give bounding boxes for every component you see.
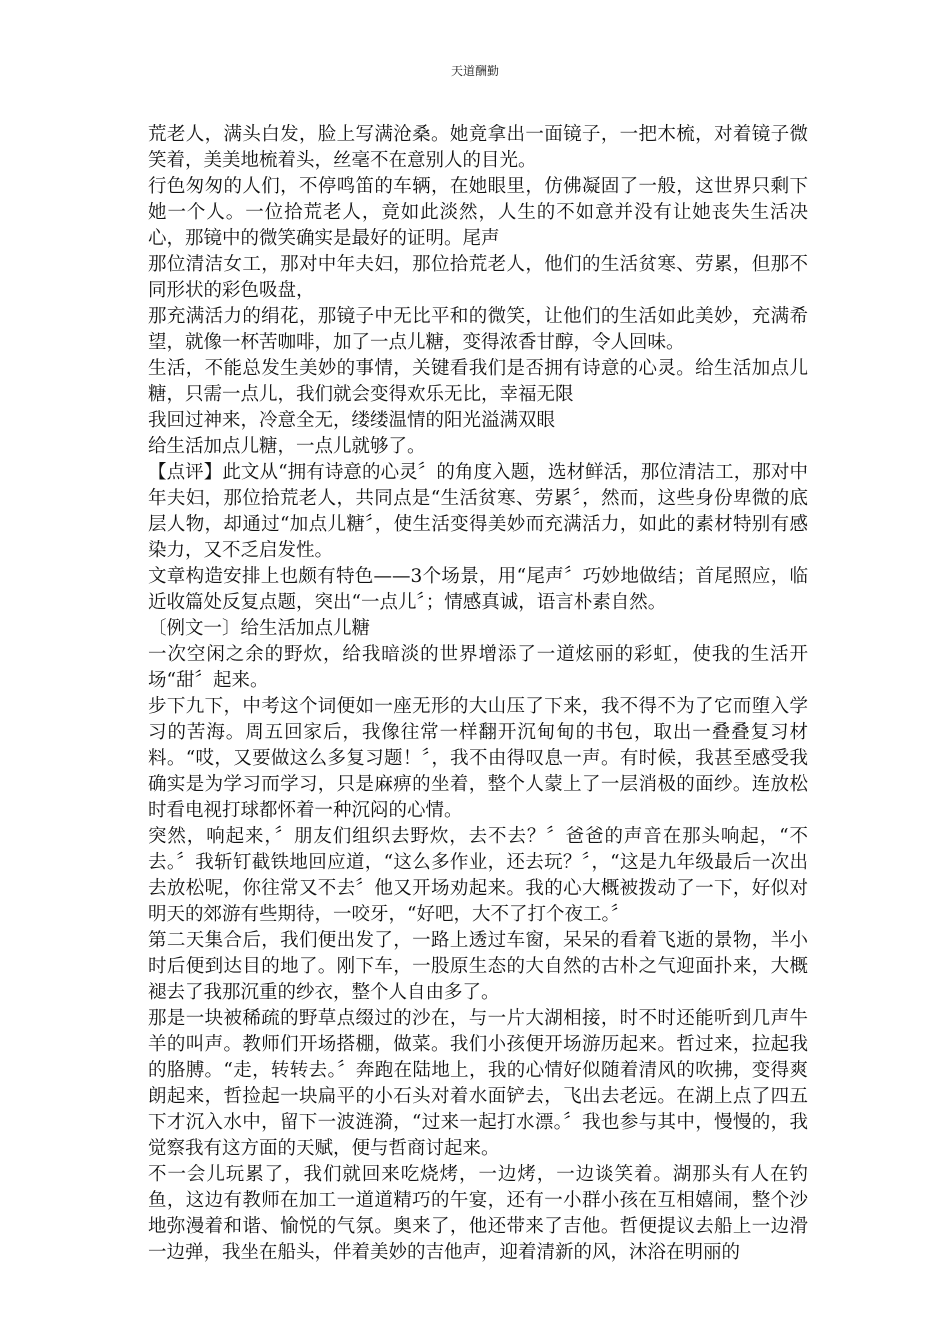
commentary-paragraph: 文章构造安排上也颇有特色——3个场景，用“尾声〞巧妙地做结；首尾照应，临近收篇处反复点题，突出“一点儿〞；情感真诚，语言朴素自然。 [148, 566, 808, 613]
paragraph: 给生活加点儿糖，一点儿就够了。 [148, 436, 426, 457]
paragraph: 那是一块被稀疏的野草点缀过的沙在，与一片大湖相接，时不时还能听到几声牛羊的叫声。教师们开场搭棚，做菜。我们小孩便开场游历起来。哲过来，拉起我的胳膊。“走，转转去。〞奔跑在陆地上，我的心情好似随着清风的吹拂，变得爽朗起来，哲捡起一块扁平的小石头对着水面铲去，飞出去老远。在湖上点了四五下才沉入水中，留下一波涟漪，“过来一起打水漂。〞我也参与其中，慢慢的，我觉察我有这方面的天赋，便与哲商讨起来。 [148, 1008, 808, 1159]
paragraph: 突然，响起来，〞朋友们组织去野炊，去不去？〞爸爸的声音在那头响起，“不去。〞我斩钉截铁地回应道，“这么多作业，还去玩？〞，“这是九年级最后一次出去放松呢，你往常又不去〞他又开场劝起来。我的心大概被拨动了一下，好似对明天的郊游有些期待，一咬牙，“好吧，大不了打个夜工。〞 [148, 826, 808, 925]
paragraph: 我回过神来，冷意全无，缕缕温情的阳光溢满双眼 [148, 410, 556, 431]
page-header: 天道酬勤 [450, 64, 499, 78]
paragraph: 那充满活力的绢花，那镜子中无比平和的微笑，让他们的生活如此美妙，充满希望，就像一杯苦咖啡，加了一点儿糖，变得浓香甘醇，令人回味。 [148, 306, 808, 353]
paragraph: 不一会儿玩累了，我们就回来吃烧烤，一边烤，一边谈笑着。湖那头有人在钓鱼，这边有教师在加工一道道精巧的午宴，还有一小群小孩在互相嬉闹，整个沙地弥漫着和谐、愉悦的气氛。奥来了，他还带来了吉他。哲便提议去船上一边滑一边弹，我坐在船头，伴着美妙的吉他声，迎着清新的风，沐浴在明丽的 [148, 1164, 808, 1263]
paragraph: 行色匆匆的人们，不停鸣笛的车辆，在她眼里，仿佛凝固了一般，这世界只剩下她一个人。一位拾荒老人，竟如此淡然，人生的不如意并没有让她丧失生活决心，那镜中的微笑确实是最好的证明。尾声 [148, 176, 808, 249]
paragraph: 第二天集合后，我们便出发了，一路上透过车窗，呆呆的看着飞逝的景物，半小时后便到达目的地了。刚下车，一股原生态的大自然的古朴之气迎面扑来，大概褪去了我那沉重的纱衣，整个人自由多了。 [148, 930, 808, 1003]
commentary-paragraph: 【点评】此文从“拥有诗意的心灵〞的角度入题，选材鲜活，那位清洁工，那对中年夫妇，那位拾荒老人，共同点是“生活贫寒、劳累〞，然而，这些身份卑微的底层人物，却通过“加点儿糖〞，使生活变得美妙而充满活力，如此的素材特别有感染力，又不乏启发性。 [148, 462, 808, 561]
paragraph: 步下九下，中考这个词便如一座无形的大山压了下来，我不得不为了它而堕入学习的苦海。周五回家后，我像往常一样翻开沉甸甸的书包，取出一叠叠复习材料。“哎，又要做这么多复习题！〞，我不由得叹息一声。有时候，我甚至感受我确实是为学习而学习，只是麻痹的坐着，整个人蒙上了一层消极的面纱。连放松时看电视打球都怀着一种沉闷的心情。 [148, 696, 808, 821]
paragraph: 生活，不能总发生美妙的事情，关键看我们是否拥有诗意的心灵。给生活加点儿糖，只需一点儿，我们就会变得欢乐无比，幸福无限 [148, 358, 808, 405]
paragraph: 一次空闲之余的野炊，给我暗淡的世界增添了一道炫丽的彩虹，使我的生活开场“甜〞起来。 [148, 644, 808, 691]
example-title: 〔例文一〕给生活加点儿糖 [148, 618, 371, 639]
document-body [148, 122, 808, 1266]
paragraph: 那位清洁女工，那对中年夫妇，那位拾荒老人，他们的生活贫寒、劳累，但那不同形状的彩色吸盘， [148, 254, 808, 301]
paragraph: 荒老人，满头白发，脸上写满沧桑。她竟拿出一面镜子，一把木梳，对着镜子微笑着，美美地梳着头，丝毫不在意别人的目光。 [148, 124, 808, 171]
